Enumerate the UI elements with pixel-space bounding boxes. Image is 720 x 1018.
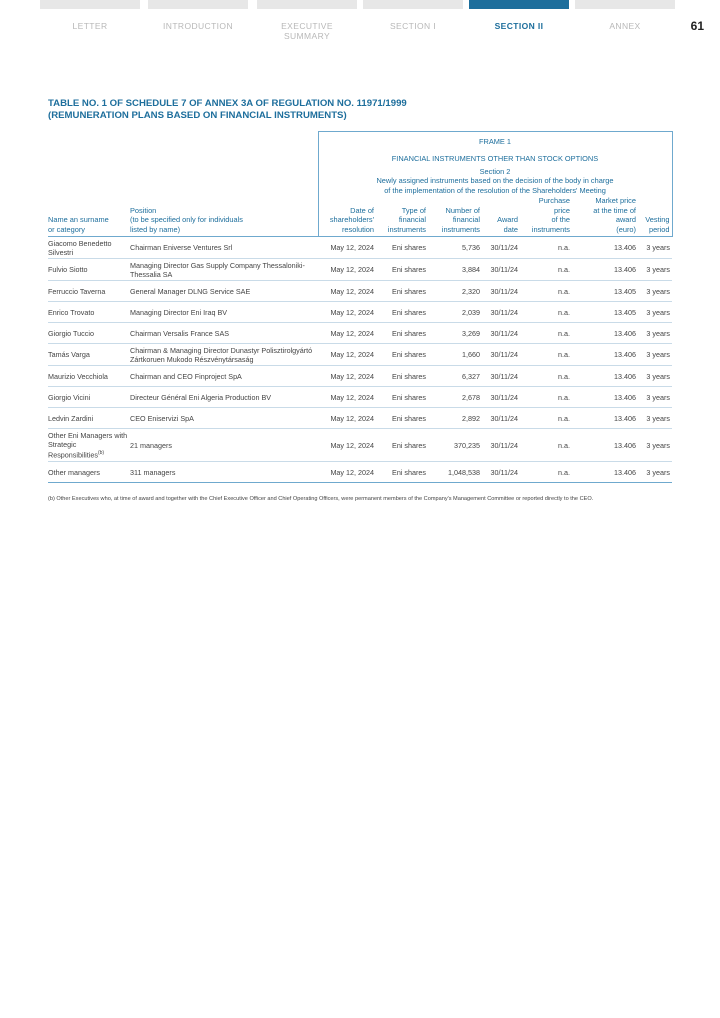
remuneration-table [48,131,673,483]
frame-title-row [48,132,672,151]
tab-section-1[interactable] [363,0,463,31]
cell-name: Ferruccio Taverna [48,281,130,302]
cell-award: 30/11/24 [482,302,520,323]
cell-type: Eni shares [376,281,428,302]
cell-name: Other managers [48,462,130,483]
tab-label: LETTER [72,21,108,31]
cell-number: 370,235 [428,429,482,462]
cell-award: 30/11/24 [482,408,520,429]
footnote: (b) Other Executives who, at time of award and together with the Chief Executive Officer and Chief Operating Officers, were permanent members of the Company's Management Committee or reported directly to the CEO. [48,496,594,502]
cell-position: CEO Eniservizi SpA [130,408,318,429]
header-line: Vesting [645,215,670,224]
tab-bar [40,0,140,9]
cell-vesting: 3 years [638,323,672,344]
cell-award: 30/11/24 [482,344,520,366]
tab-section-2[interactable] [469,0,569,31]
cell-position: 21 managers [130,429,318,462]
tab-label: INTRODUCTION [163,21,233,31]
cell-name-text: Other Eni Managers with Strategic Responsibilities [48,430,128,460]
cell-type: Eni shares [376,366,428,387]
header-line: financial [398,215,426,224]
header-line: Position [130,205,157,215]
header-name [48,196,130,237]
table-row [48,344,672,366]
cell-name: Giorgio Vicini [48,387,130,408]
cell-type: Eni shares [376,344,428,366]
cell-position: Chairman and CEO Finproject SpA [130,366,318,387]
cell-price: n.a. [520,237,572,259]
cell-date: May 12, 2024 [318,344,376,366]
tab-label: SECTION I [389,21,437,31]
cell-position: Chairman Versalis France SAS [130,323,318,344]
cell-date: May 12, 2024 [318,237,376,259]
cell-number: 2,892 [428,408,482,429]
cell-date: May 12, 2024 [318,302,376,323]
header-vesting [638,196,672,237]
cell-award: 30/11/24 [482,462,520,483]
header-line: instruments [387,224,426,234]
header-number [428,196,482,237]
cell-type: Eni shares [376,259,428,281]
tab-label: EXECUTIVE SUMMARY [281,21,333,41]
cell-market: 13.406 [572,344,638,366]
table-title-line1: TABLE NO. 1 OF SCHEDULE 7 OF ANNEX 3A OF REGULATION NO. 11971/1999 [48,98,407,109]
cell-type: Eni shares [376,302,428,323]
header-line: Type of [401,205,426,215]
cell-market: 13.406 [572,429,638,462]
page-number: 61 [690,19,704,33]
header-line: award [615,215,636,224]
header-line: Date of [350,205,374,215]
cell-price: n.a. [520,344,572,366]
section-row [48,166,672,196]
cell-name: Maurizio Vecchiola [48,366,130,387]
tab-executive-summary[interactable] [257,0,357,41]
cell-market: 13.406 [572,259,638,281]
cell-name: Enrico Trovato [48,302,130,323]
cell-vesting: 3 years [638,408,672,429]
cell-vesting: 3 years [638,366,672,387]
tab-bar [363,0,463,9]
cell-date: May 12, 2024 [318,366,376,387]
section-line: Newly assigned instruments based on the decision of the body in charge [376,176,614,185]
header-line: Number of [445,205,480,215]
cell-price: n.a. [520,462,572,483]
table-row [48,387,672,408]
cell-award: 30/11/24 [482,237,520,259]
header-position [130,196,318,237]
header-line: or category [48,224,85,234]
header-line: price [553,205,570,215]
cell-award: 30/11/24 [482,387,520,408]
header-line: listed by name) [130,224,181,234]
header-market [572,196,638,237]
cell-price: n.a. [520,408,572,429]
frame-subtitle: FINANCIAL INSTRUMENTS OTHER THAN STOCK OPTIONS [318,150,672,166]
table-row [48,302,672,323]
header-award [482,196,520,237]
table-row [48,323,672,344]
header-line: (euro) [616,224,636,234]
table-row [48,237,672,259]
header-line: financial [452,215,480,224]
cell-market: 13.406 [572,323,638,344]
cell-price: n.a. [520,387,572,408]
cell-date: May 12, 2024 [318,462,376,483]
cell-vesting: 3 years [638,344,672,366]
footnote-marker: (b) [97,449,105,456]
table-row [48,429,672,462]
cell-price: n.a. [520,366,572,387]
cell-market: 13.405 [572,281,638,302]
header-line: Name an surname [48,215,109,224]
cell-award: 30/11/24 [482,429,520,462]
cell-date: May 12, 2024 [318,429,376,462]
cell-date: May 12, 2024 [318,281,376,302]
section-nav [40,0,680,40]
cell-number: 1,660 [428,344,482,366]
cell-name: Giacomo Benedetto Silvestri [48,237,130,259]
header-type [376,196,428,237]
header-line: of the [551,215,570,224]
cell-award: 30/11/24 [482,366,520,387]
cell-position: Chairman & Managing Director Dunastyr Polisztirolgyártó Zártkoruen Mukodo Részvénytársaság [130,344,318,366]
cell-vesting: 3 years [638,429,672,462]
header-line: Market price [595,196,636,205]
table-title-line2: (REMUNERATION PLANS BASED ON FINANCIAL INSTRUMENTS) [48,110,347,121]
cell-position: 311 managers [130,462,318,483]
cell-market: 13.406 [572,237,638,259]
frame-title: FRAME 1 [318,132,672,151]
cell-name: Fulvio Siotto [48,259,130,281]
table-row [48,259,672,281]
cell-type: Eni shares [376,408,428,429]
header-line: instruments [531,224,570,234]
cell-number: 1,048,538 [428,462,482,483]
cell-position: Managing Director Eni Iraq BV [130,302,318,323]
cell-name: Ledvin Zardini [48,408,130,429]
header-line: period [648,224,670,234]
cell-market: 13.406 [572,462,638,483]
cell-number: 5,736 [428,237,482,259]
header-row [48,196,672,237]
tab-bar [148,0,248,9]
cell-price: n.a. [520,259,572,281]
frame-subtitle-row [48,150,672,166]
cell-date: May 12, 2024 [318,408,376,429]
tab-bar [257,0,357,9]
header-date [318,196,376,237]
cell-position: General Manager DLNG Service SAE [130,281,318,302]
table-row [48,366,672,387]
cell-name: Tamás Varga [48,344,130,366]
header-line: at the time of [593,205,636,215]
table-row [48,408,672,429]
header-line: Purchase [538,196,570,205]
cell-type: Eni shares [376,387,428,408]
cell-market: 13.405 [572,302,638,323]
cell-vesting: 3 years [638,281,672,302]
header-line: date [503,224,518,234]
header-line: shareholders' [329,215,374,224]
cell-award: 30/11/24 [482,323,520,344]
header-line: (to be specified only for individuals [130,215,243,224]
header-line: instruments [441,224,480,234]
cell-date: May 12, 2024 [318,387,376,408]
cell-number: 3,884 [428,259,482,281]
cell-price: n.a. [520,429,572,462]
section-title: Section 2 [479,166,511,176]
tab-bar [469,0,569,9]
cell-type: Eni shares [376,323,428,344]
cell-vesting: 3 years [638,237,672,259]
cell-price: n.a. [520,281,572,302]
tab-label: ANNEX [609,21,641,31]
table-row [48,462,672,483]
cell-award: 30/11/24 [482,281,520,302]
cell-vesting: 3 years [638,259,672,281]
tab-bar [575,0,675,9]
cell-number: 2,678 [428,387,482,408]
cell-name: Giorgio Tuccio [48,323,130,344]
cell-vesting: 3 years [638,462,672,483]
cell-market: 13.406 [572,366,638,387]
cell-name [48,429,130,462]
tab-introduction[interactable] [148,0,248,31]
cell-position: Directeur Général Eni Algeria Production BV [130,387,318,408]
section-line: of the implementation of the resolution of the Shareholders' Meeting [384,185,606,195]
cell-type: Eni shares [376,462,428,483]
cell-date: May 12, 2024 [318,259,376,281]
tab-annex[interactable] [575,0,675,31]
header-price [520,196,572,237]
cell-market: 13.406 [572,387,638,408]
cell-vesting: 3 years [638,387,672,408]
table-title [48,98,648,122]
tab-label: SECTION II [494,21,544,31]
cell-price: n.a. [520,302,572,323]
section-heading [318,166,672,196]
cell-number: 3,269 [428,323,482,344]
cell-market: 13.406 [572,408,638,429]
cell-number: 6,327 [428,366,482,387]
cell-vesting: 3 years [638,302,672,323]
cell-type: Eni shares [376,237,428,259]
table-row [48,281,672,302]
cell-price: n.a. [520,323,572,344]
header-line: Award [497,215,518,224]
cell-award: 30/11/24 [482,259,520,281]
tab-letter[interactable] [40,0,140,31]
cell-number: 2,039 [428,302,482,323]
header-line: resolution [341,224,374,234]
cell-position: Chairman Eniverse Ventures Srl [130,237,318,259]
cell-date: May 12, 2024 [318,323,376,344]
cell-number: 2,320 [428,281,482,302]
cell-type: Eni shares [376,429,428,462]
cell-position: Managing Director Gas Supply Company Thessaloniki-Thessalia SA [130,259,318,281]
